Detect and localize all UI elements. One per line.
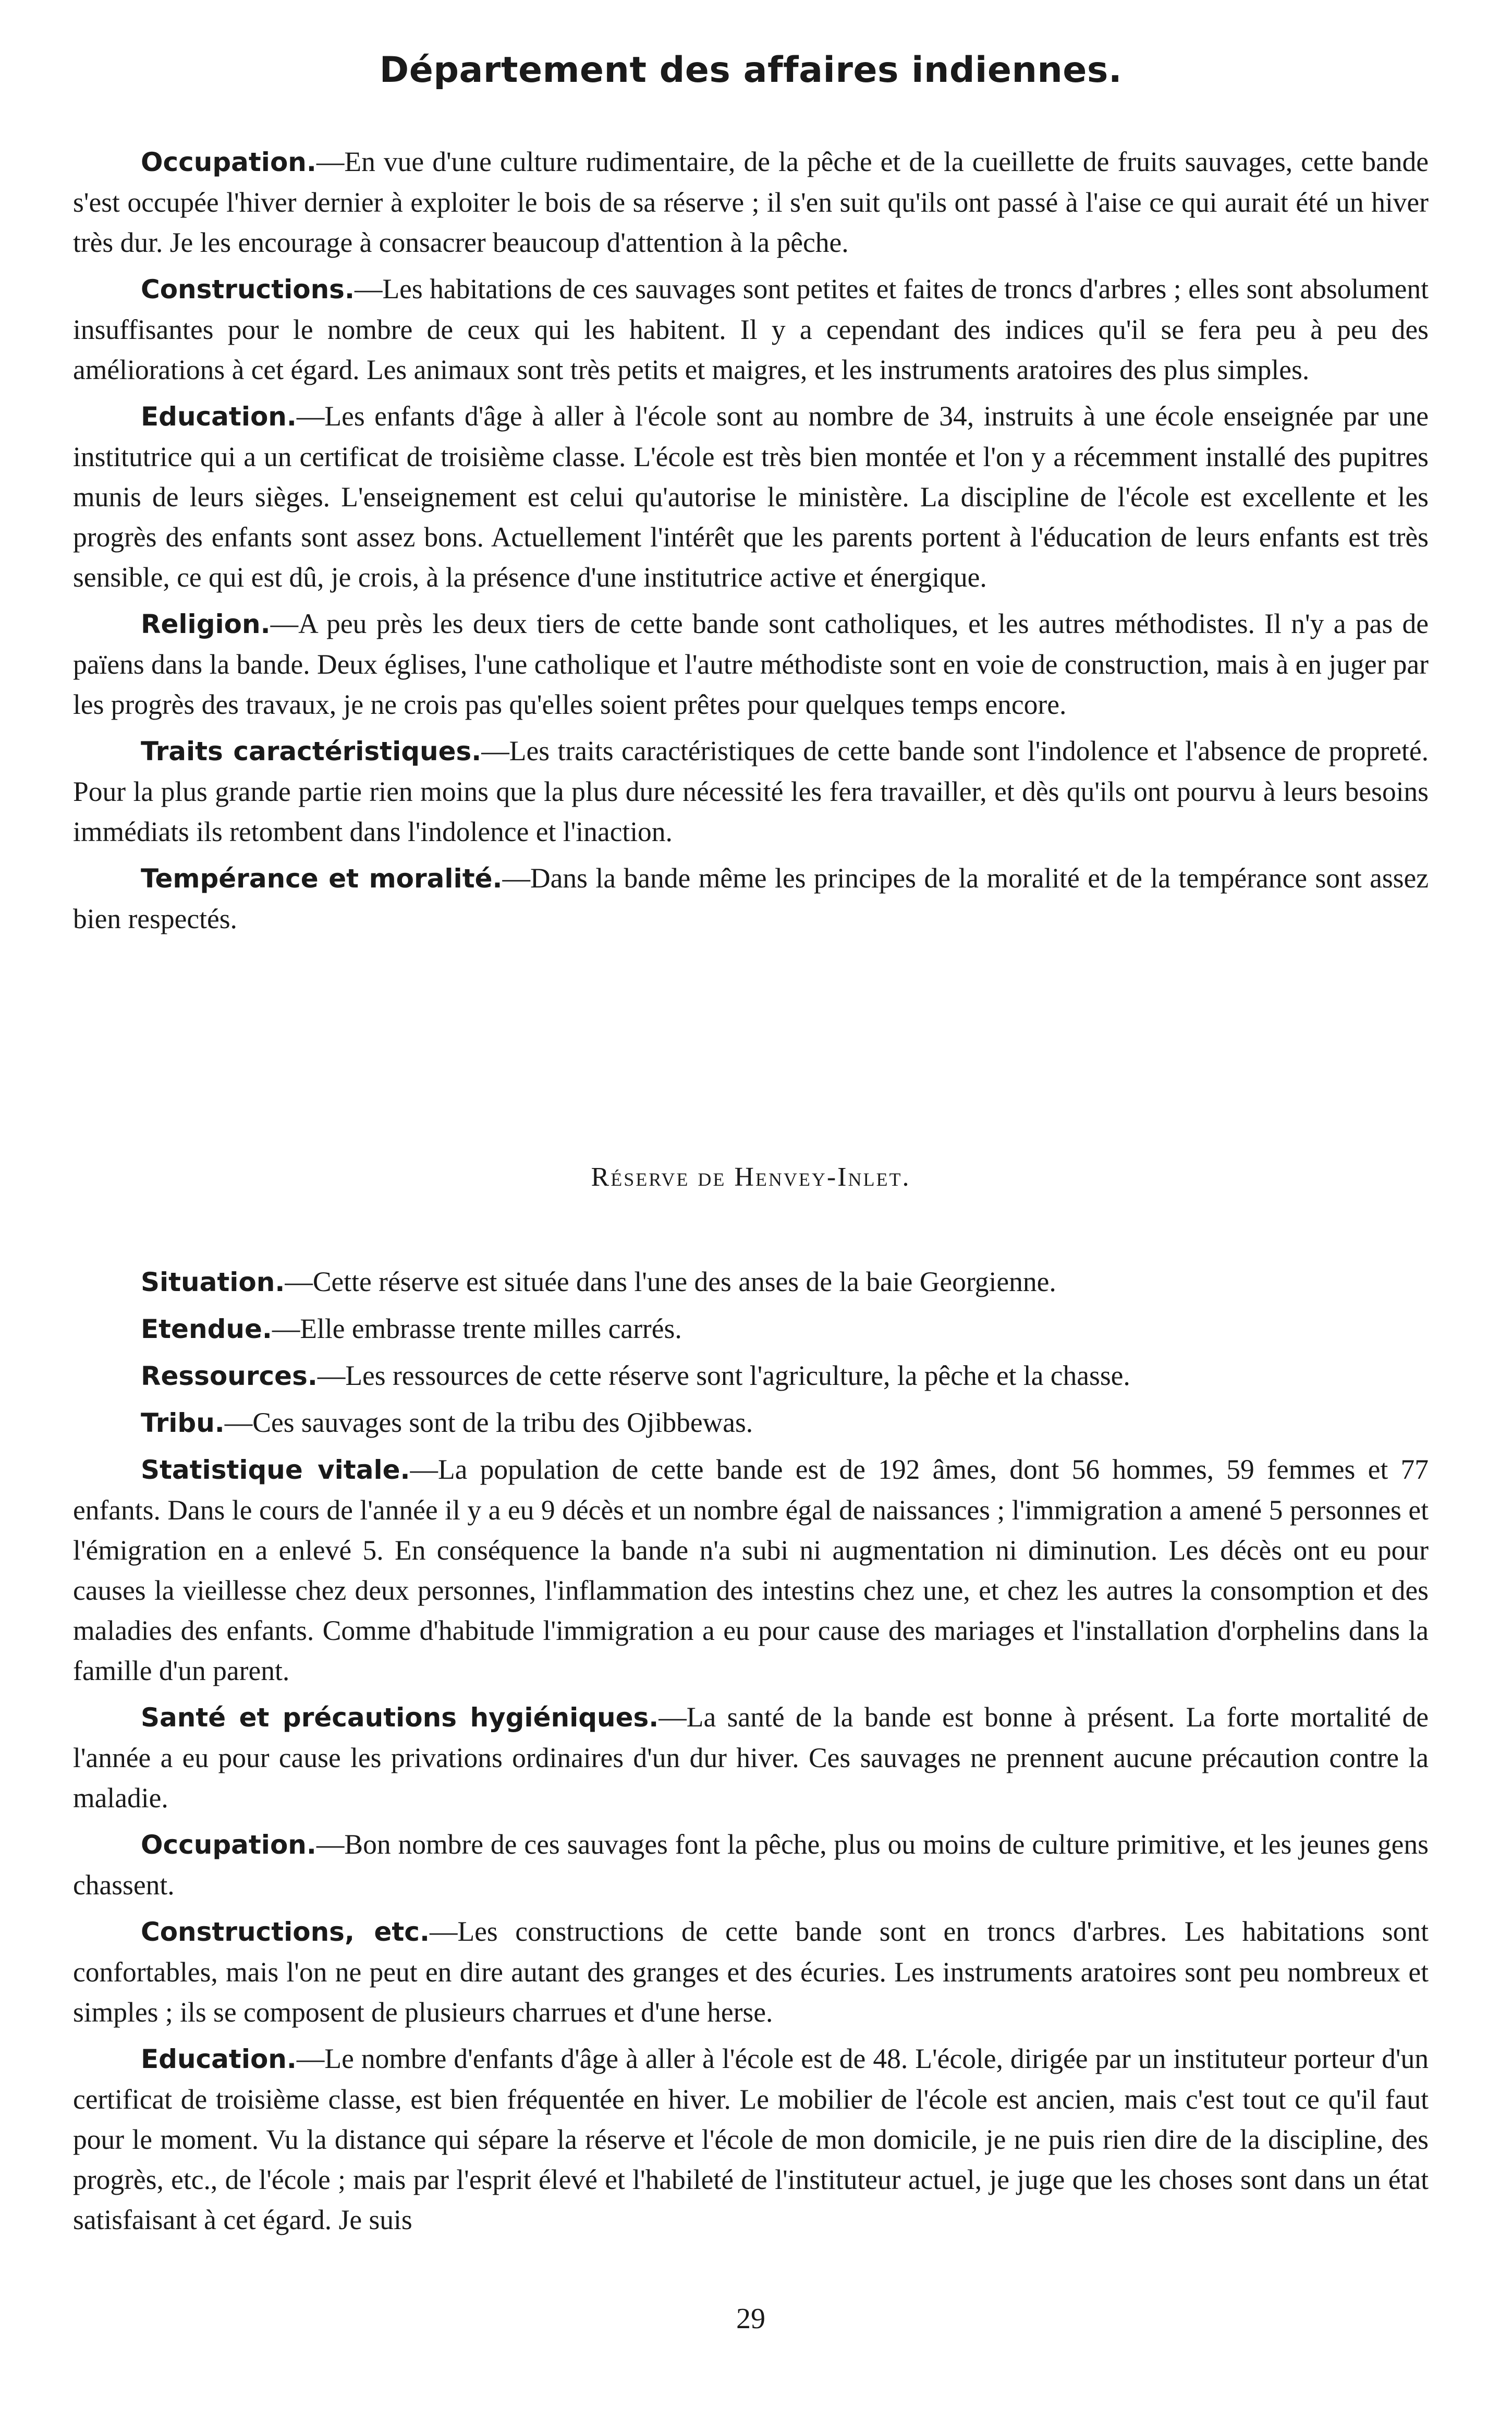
dash: —: [270, 608, 299, 639]
paragraph-heading: Education.: [141, 2044, 297, 2074]
paragraph-sante: [73, 1697, 1429, 1818]
paragraph-text: Les habitations de ces sauvages sont petites et faites de troncs d'arbres ; elles sont absolument insuffisantes pour le nombre de ceux qui les habitent. Il y a cependant des indices qu'il se fera peu à peu des améliorations à cet égard. Les animaux sont très petits et maigres, et les instruments aratoires des plus simples.: [73, 273, 1429, 385]
paragraph-heading: Santé et précautions hygiéniques.: [141, 1702, 659, 1733]
paragraph-text: Cette réserve est située dans l'une des anses de la baie Georgienne.: [312, 1266, 1056, 1297]
paragraph-constructions: [73, 269, 1429, 390]
dash: —: [429, 1916, 458, 1947]
paragraph-heading: Ressources.: [141, 1361, 318, 1391]
paragraph-text: En vue d'une culture rudimentaire, de la pêche et de la cueillette de fruits sauvages, cette bande s'est occupée l'hiver dernier à exploiter le bois de sa réserve ; il s'en suit qu'ils ont passé à l'aise ce qui aurait été un hiver très dur. Je les encourage à consacrer beaucoup d'attention à la pêche.: [73, 146, 1429, 258]
paragraph-tribu: [73, 1403, 1429, 1443]
dash: —: [481, 735, 509, 766]
paragraph-heading: Religion.: [141, 609, 271, 639]
document-page: [73, 0, 1429, 2409]
paragraph-occupation-henvey: [73, 1824, 1429, 1905]
paragraph-text: A peu près les deux tiers de cette bande sont catholiques, et les autres méthodistes. Il n'y a pas de païens dans la bande. Deux églises, l'une catholique et l'autre méthodiste sont en voie de construction, mais à en juger par les progrès des travaux, je ne crois pas qu'elles soient prêtes pour quelques temps encore.: [73, 608, 1429, 720]
paragraph-text: La santé de la bande est bonne à présent. La forte mortalité de l'année a eu pour cause les privations ordinaires d'un dur hiver. Ces sauvages ne prennent aucune précaution contre la maladie.: [73, 1701, 1429, 1814]
paragraph-education-henvey: [73, 2039, 1429, 2240]
dash: —: [659, 1701, 687, 1733]
running-head: Département des affaires indiennes.: [379, 50, 1123, 91]
paragraph-heading: Tempérance et moralité.: [141, 863, 503, 894]
dash: —: [317, 1360, 346, 1391]
section-title: Réserve de Henvey-Inlet.: [591, 1162, 911, 1192]
paragraph-heading: Occupation.: [141, 1830, 316, 1860]
dash: —: [316, 146, 345, 177]
dash: —: [502, 862, 530, 894]
dash: —: [285, 1266, 313, 1297]
dash: —: [272, 1313, 300, 1344]
paragraph-heading: Constructions, etc.: [141, 1917, 430, 1947]
paragraph-text: Dans la bande même les principes de la moralité et de la tempérance sont assez bien respectés.: [73, 862, 1429, 934]
paragraph-statistique: [73, 1450, 1429, 1691]
paragraph-heading: Situation.: [141, 1267, 285, 1297]
paragraph-occupation: [73, 142, 1429, 263]
paragraph-text: Bon nombre de ces sauvages font la pêche, plus ou moins de culture primitive, et les jeunes gens chassent.: [73, 1829, 1429, 1901]
paragraph-heading: Constructions.: [141, 274, 355, 305]
paragraph-ressources: [73, 1356, 1429, 1396]
paragraph-text: Elle embrasse trente milles carrés.: [300, 1313, 682, 1344]
dash: —: [316, 1829, 345, 1860]
paragraph-constructions-henvey: [73, 1912, 1429, 2033]
dash: —: [296, 2043, 325, 2074]
paragraph-heading: Education.: [141, 402, 297, 432]
paragraph-text: Le nombre d'enfants d'âge à aller à l'école est de 48. L'école, dirigée par un instituteur porteur d'un certificat de troisième classe, est bien fréquentée en hiver. Le mobilier de l'école est ancien, mais c'est tout ce qu'il faut pour le moment. Vu la distance qui sépare la réserve et l'école de mon domicile, je ne puis rien dire de la discipline, des progrès, etc., de l'école ; mais par l'esprit élevé et l'habileté de l'instituteur actuel, je juge que les choses sont dans un état satisfaisant à cet égard. Je suis: [73, 2043, 1429, 2235]
paragraph-religion: [73, 604, 1429, 725]
paragraph-situation: [73, 1262, 1429, 1303]
paragraph-heading: Tribu.: [141, 1408, 225, 1438]
paragraph-heading: Traits caractéristiques.: [141, 736, 482, 766]
dash: —: [296, 400, 325, 432]
paragraph-text: Les traits caractéristiques de cette bande sont l'indolence et l'absence de propreté. Pour la plus grande partie rien moins que la plus dure nécessité les fera travailler, et dès qu'ils ont pourvu à leurs besoins immédiats ils retombent dans l'indolence et l'inaction.: [73, 735, 1429, 847]
paragraph-etendue: [73, 1309, 1429, 1349]
paragraph-text: Les enfants d'âge à aller à l'école sont au nombre de 34, instruits à une école enseignée par une institutrice qui a un certificat de troisième classe. L'école est très bien montée et l'on y a récemment installé des pupitres munis de leurs sièges. L'enseignement est celui qu'autorise le ministère. La discipline de l'école est excellente et les progrès des enfants sont assez bons. Actuellement l'intérêt que les parents portent à l'éducation de leurs enfants est très sensible, ce qui est dû, je crois, à la présence d'une institutrice active et énergique.: [73, 400, 1429, 593]
section-henvey-inlet-block: [73, 1262, 1429, 2246]
paragraph-temperance: [73, 858, 1429, 939]
paragraph-education: [73, 396, 1429, 598]
section-occupation-block: [73, 142, 1429, 945]
paragraph-text: Les ressources de cette réserve sont l'agriculture, la pêche et la chasse.: [345, 1360, 1130, 1391]
paragraph-text: Les constructions de cette bande sont en troncs d'arbres. Les habitations sont confortables, mais l'on ne peut en dire autant des granges et des écuries. Les instruments aratoires sont peu nombreux et simples ; ils se composent de plusieurs charrues et d'une herse.: [73, 1916, 1429, 2028]
paragraph-text: La population de cette bande est de 192 âmes, dont 56 hommes, 59 femmes et 77 enfants. Dans le cours de l'année il y a eu 9 décès et un nombre égal de naissances ; l'immigration a amené 5 personnes et l'émigration en a enlevé 5. En conséquence la bande n'a subi ni augmentation ni diminution. Les décès ont eu pour causes la vieillesse chez deux personnes, l'inflammation des intestins chez une, et chez les autres la consomption et des maladies des enfants. Comme d'habitude l'immigration a eu pour cause des mariages et l'installation d'orphelins dans la famille d'un parent.: [73, 1454, 1429, 1686]
page-number: 29: [736, 2303, 765, 2335]
paragraph-text: Ces sauvages sont de la tribu des Ojibbewas.: [252, 1407, 753, 1438]
paragraph-heading: Occupation.: [141, 147, 316, 177]
dash: —: [354, 273, 383, 305]
paragraph-heading: Statistique vitale.: [141, 1455, 410, 1485]
dash: —: [410, 1454, 438, 1485]
paragraph-traits: [73, 731, 1429, 852]
paragraph-heading: Etendue.: [141, 1314, 272, 1344]
dash: —: [224, 1407, 253, 1438]
